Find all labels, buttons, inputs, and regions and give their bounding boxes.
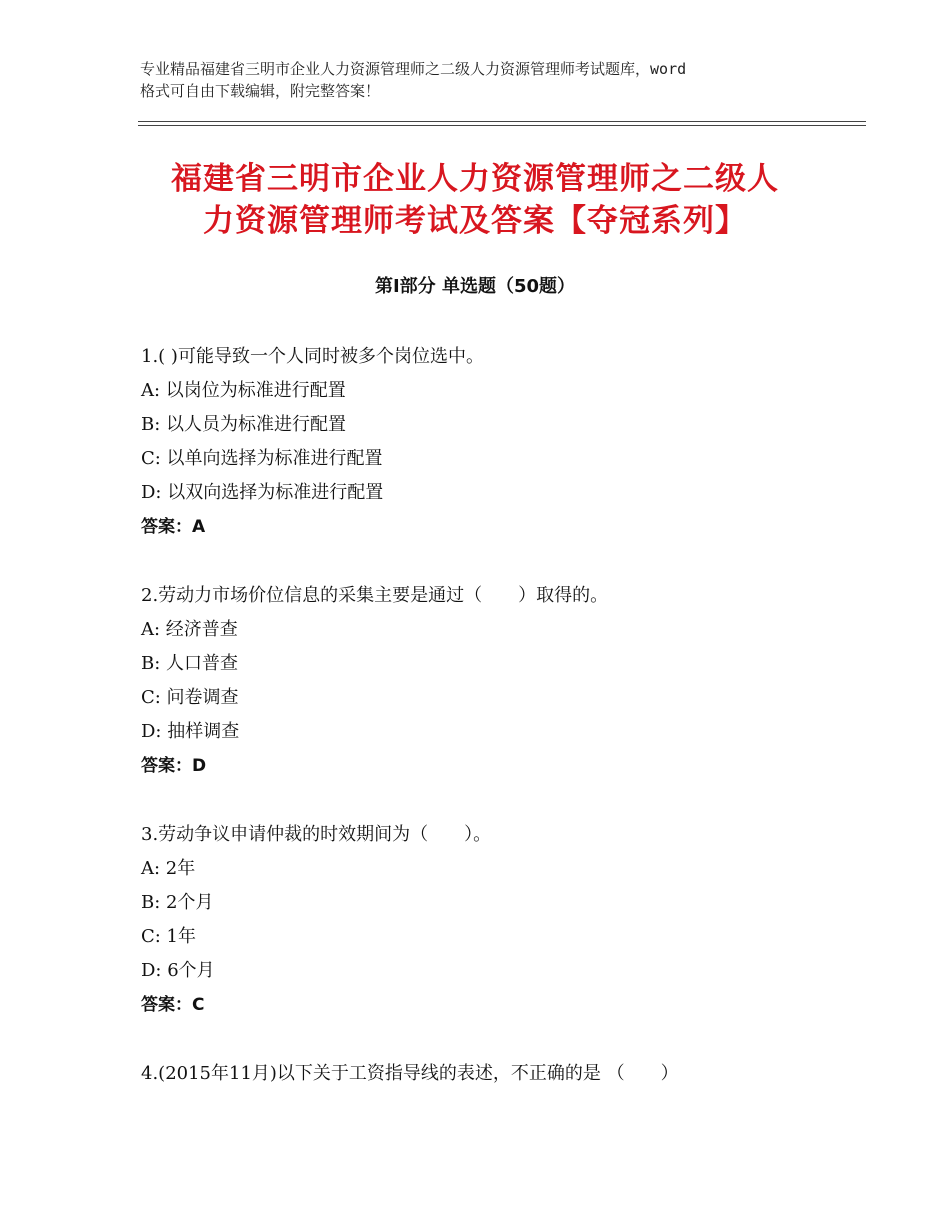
option-d: D: 6个月 (141, 960, 215, 981)
question-2 (141, 579, 861, 783)
title-line-1: 福建省三明市企业人力资源管理师之二级人 (171, 161, 779, 197)
answer: 答案：D (141, 756, 207, 776)
answer: 答案：A (141, 517, 206, 537)
option-a: A: 以岗位为标准进行配置 (141, 380, 346, 401)
question-4 (141, 1057, 861, 1091)
option-a: A: 经济普查 (141, 619, 238, 640)
intro-text (140, 58, 830, 102)
option-d: D: 以双向选择为标准进行配置 (141, 482, 384, 503)
divider-line (138, 121, 866, 122)
title-line-2: 力资源管理师考试及答案【夺冠系列】 (203, 203, 747, 239)
option-b: B: 2个月 (141, 892, 214, 913)
question-stem: 4.(2015年11月)以下关于工资指导线的表述，不正确的是 （ ） (141, 1063, 679, 1084)
document-title (100, 158, 850, 242)
answer: 答案：C (141, 995, 205, 1015)
intro-line-2: 格式可自由下载编辑，附完整答案！ (140, 82, 381, 100)
option-d: D: 抽样调查 (141, 721, 240, 742)
option-c: C: 以单向选择为标准进行配置 (141, 448, 383, 469)
option-a: A: 2年 (141, 858, 196, 879)
question-1 (141, 340, 861, 544)
option-c: C: 问卷调查 (141, 687, 239, 708)
option-c: C: 1年 (141, 926, 197, 947)
question-3 (141, 818, 861, 1022)
question-stem: 3.劳动争议申请仲裁的时效期间为（ ）。 (141, 824, 492, 845)
section-title: 第Ⅰ部分 单选题（50题） (374, 276, 575, 297)
question-stem: 2.劳动力市场价位信息的采集主要是通过（ ）取得的。 (141, 585, 609, 606)
question-stem: 1.( )可能导致一个人同时被多个岗位选中。 (141, 346, 484, 367)
divider-line (138, 125, 866, 126)
option-b: B: 人口普查 (141, 653, 239, 674)
intro-line-1: 专业精品福建省三明市企业人力资源管理师之二级人力资源管理师考试题库，word (140, 60, 687, 78)
option-b: B: 以人员为标准进行配置 (141, 414, 347, 435)
